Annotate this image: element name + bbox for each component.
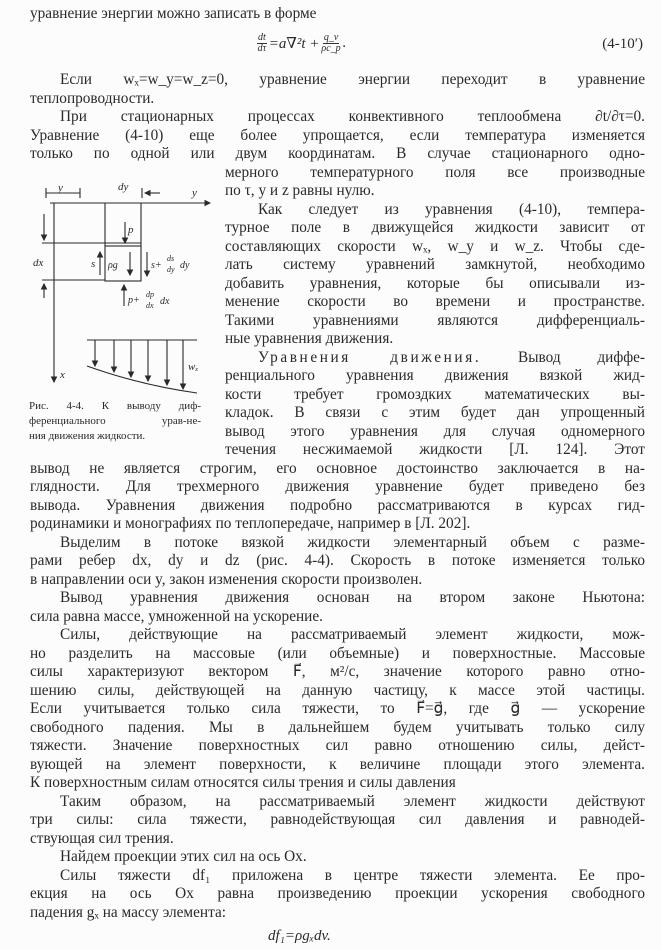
text-line: уравнение энергии можно записать в форме bbox=[30, 5, 317, 22]
label-p: p bbox=[128, 224, 134, 236]
label-element: ρg bbox=[108, 260, 118, 271]
figure-caption bbox=[29, 399, 201, 444]
label-x-axis: x bbox=[60, 369, 65, 381]
equation-number: (4-10′) bbox=[602, 36, 643, 52]
text-line: тяжести. Значение поверхностных сил равно отношению силы, дейст- bbox=[30, 737, 645, 754]
text-line: глядности. Для трехмерного движения уравнение будет приведено без bbox=[30, 478, 645, 495]
text-line: вывода. Уравнения движения подробно рассматриваются в курсах гид- bbox=[30, 496, 645, 514]
text-line: лать систему уравнений замкнутой, необходимо bbox=[225, 256, 645, 273]
text-line: теплопроводности. bbox=[30, 89, 155, 107]
text-line: Уравнение (4-10) еще более упрощается, если температура изменяется bbox=[30, 126, 645, 144]
text-line: в направлении оси y, закон изменения скорости произволен. bbox=[30, 570, 423, 588]
text-line: К поверхностным силам относятся силы трения и силы давления bbox=[30, 774, 456, 791]
text-line: сила равна массе, умноженной на ускорение. bbox=[30, 607, 323, 625]
equation-end: . bbox=[342, 35, 347, 51]
text-line: Вывод уравнения движения основан на втором законе Ньютона: bbox=[60, 589, 645, 606]
denominator: ρc_p bbox=[321, 43, 341, 54]
label-p-bottom: p+ bbox=[128, 295, 140, 306]
text-line: ренциального уравнения движения вязкой жид- bbox=[225, 367, 645, 384]
text-line: екция на ось Ox равна произведению проекции ускорения свободного bbox=[30, 885, 645, 902]
text-line: свободного падения. Мы в дальнейшем будем учитывать только силу bbox=[30, 718, 645, 736]
text-line: Если учитывается только сила тяжести, то F⃗=g⃗, где g⃗ — ускорение bbox=[30, 700, 645, 717]
text-line: падения gₓ на массу элемента: bbox=[30, 903, 226, 921]
numerator: q_v bbox=[323, 32, 339, 43]
label-s: s bbox=[91, 258, 96, 270]
text-line: только по одной или двум координатам. В случае стационарного одно- bbox=[30, 145, 645, 162]
denominator: dτ bbox=[257, 43, 267, 54]
text-line: по τ, y и z равны нулю. bbox=[225, 182, 375, 199]
text-line: турное поле в движущейся жидкости зависит от bbox=[225, 219, 645, 236]
text-line: Такими уравнениями являются дифференциаль- bbox=[225, 311, 645, 329]
label-dx: dx bbox=[33, 257, 44, 269]
text-line: кости требует громоздких математических вы- bbox=[225, 385, 645, 403]
caption-line: ния движения жидкости. bbox=[29, 430, 146, 442]
text-line: менение скорости во времени и пространстве. bbox=[225, 293, 645, 310]
section-heading: Уравнения движения. bbox=[258, 348, 482, 366]
text-line: Как следует из уравнения (4-10), темпера- bbox=[258, 200, 645, 218]
line-text: Вывод диффе- bbox=[481, 348, 645, 366]
text-line: силы характеризуют вектором F⃗, м²/с, значение которого равно отно- bbox=[30, 663, 645, 680]
text-line: составляющих скорости wₓ, w_y и w_z. Чтобы сде- bbox=[225, 237, 645, 255]
label-y-axis: y bbox=[192, 187, 197, 199]
label-dx-mul: dx bbox=[160, 296, 170, 307]
label-dp: dp bbox=[146, 290, 154, 299]
label-dy-mul: dy bbox=[180, 260, 190, 271]
label-y-dim: y bbox=[58, 182, 63, 194]
text-line: добавить уравнения, которые бы описывали из- bbox=[225, 274, 645, 292]
text-line: Если wₓ=w_y=w_z=0, уравнение энергии переходит в уравнение bbox=[60, 71, 645, 88]
label-s-right: s+ bbox=[151, 260, 162, 271]
text-line: кладок. В связи с этим будет дан упрощенный bbox=[225, 404, 645, 421]
numerator: dt bbox=[258, 32, 266, 43]
text-line: Таким образом, на рассматриваемый элемент жидкости действуют bbox=[60, 792, 645, 810]
text-line: Силы тяжести df₁ приложена в центре тяжести элемента. Ее про- bbox=[60, 866, 645, 884]
text-line: но разделить на массовые (или объемные) и поверхностные. Массовые bbox=[30, 644, 645, 662]
text-line: шению силы, действующей на данную частицу, к массе этой частицы. bbox=[30, 681, 645, 699]
text-line: При стационарных процессах конвективного теплообмена ∂t/∂τ=0. bbox=[60, 108, 645, 125]
text-line: течения несжимаемой жидкости [Л. 124]. Этот bbox=[225, 441, 645, 458]
text-line: Выделим в потоке вязкой жидкости элементарный объем с разме- bbox=[60, 533, 645, 551]
text-line: мерного температурного поля все производные bbox=[225, 163, 645, 181]
label-dx-den: dx bbox=[146, 301, 154, 310]
text-line: рами ребер dx, dy и dz (рис. 4-4). Скорость в потоке изменяется только bbox=[30, 552, 645, 569]
velocity-profile-curve bbox=[87, 366, 197, 393]
equation-df1: df₁=ρgₓdv. bbox=[268, 928, 331, 944]
text-line: вующей на элемент поверхности, к величине площади этого элемента. bbox=[30, 755, 645, 773]
text-line: ствующая сил трения. bbox=[30, 829, 174, 847]
text-line: родинамики и монографиях по теплопередаче, например в [Л. 202]. bbox=[30, 515, 471, 532]
text-line: Найдем проекции этих сил на ось Ox. bbox=[60, 848, 307, 865]
label-wx: wₓ bbox=[188, 361, 199, 373]
label-ds: ds bbox=[167, 254, 175, 263]
text-line: три силы: сила тяжести, равнодействующая сил давления и равнодей- bbox=[30, 811, 645, 828]
label-dy-den: dy bbox=[167, 265, 175, 274]
text-line: Силы, действующие на рассматриваемый элемент жидкости, мож- bbox=[60, 626, 645, 643]
label-dy: dy bbox=[118, 181, 129, 193]
text-line: ные уравнения движения. bbox=[225, 330, 394, 347]
text-line: вывод не является строгим, его основное достоинство заключается в на- bbox=[30, 459, 645, 477]
caption-line: Рис. 4-4. К выводу диф- bbox=[29, 400, 201, 412]
caption-line: ференциального урав-не- bbox=[29, 415, 201, 427]
text-line: вывод этого уравнения для случая одномерного bbox=[225, 422, 645, 440]
equation-middle: =a∇²t + bbox=[268, 36, 320, 52]
